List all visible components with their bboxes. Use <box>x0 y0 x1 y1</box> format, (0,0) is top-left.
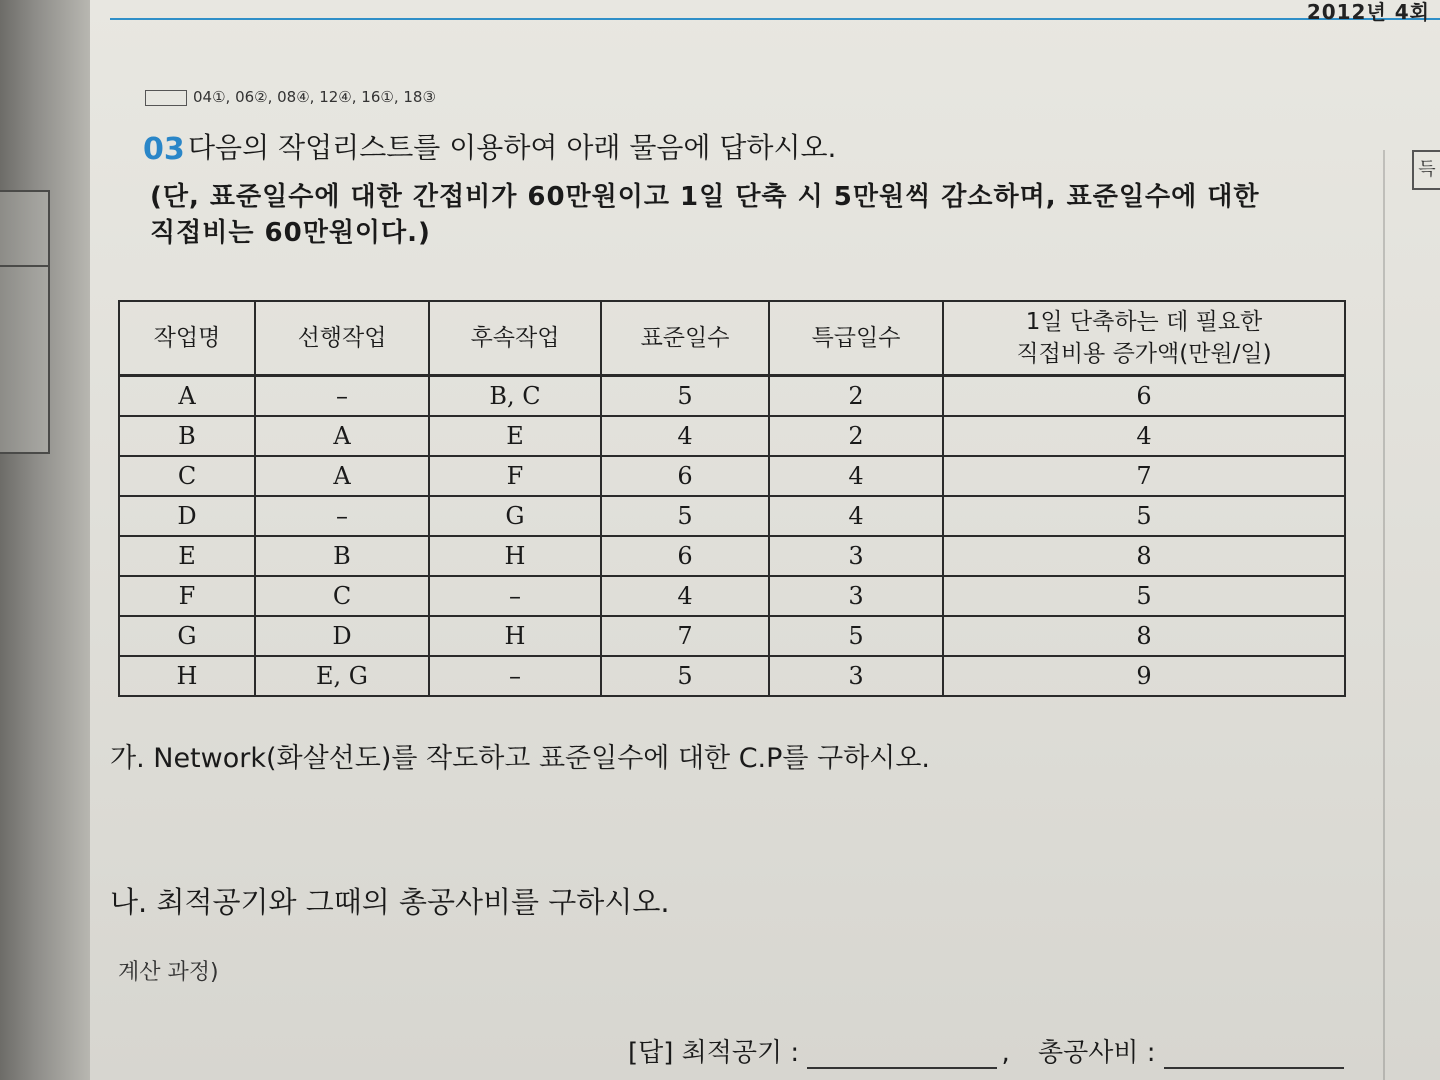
table-cell-post: E <box>429 416 601 456</box>
table-cell-cost: 8 <box>943 536 1345 576</box>
header-standard-days: 표준일수 <box>601 301 769 376</box>
table-cell-cost: 7 <box>943 456 1345 496</box>
table-cell-cost: 5 <box>943 576 1345 616</box>
table-cell-post: G <box>429 496 601 536</box>
task-list-table <box>118 300 1346 697</box>
answer-separator: , <box>1001 1038 1010 1068</box>
binding-line <box>0 265 48 267</box>
table-cell-name: C <box>119 456 255 496</box>
table-cell-std: 5 <box>601 496 769 536</box>
header-cost-increase <box>943 301 1345 376</box>
calculation-label: 계산 과정) <box>118 960 219 985</box>
table-cell-pre: – <box>255 496 429 536</box>
header-crash-days: 특급일수 <box>769 301 943 376</box>
year-label: 2012년 4회 <box>1306 0 1430 24</box>
table-cell-pre: D <box>255 616 429 656</box>
table-cell-name: E <box>119 536 255 576</box>
table-cell-pre: B <box>255 536 429 576</box>
table-cell-crash: 2 <box>769 416 943 456</box>
table-header-row <box>119 301 1345 376</box>
question-line-3: 직접비는 60만원이다.) <box>150 218 431 248</box>
table-cell-cost: 4 <box>943 416 1345 456</box>
table-cell-pre: A <box>255 416 429 456</box>
table-cell-crash: 3 <box>769 536 943 576</box>
question-number: 03 <box>143 132 185 167</box>
table-cell-crash: 4 <box>769 496 943 536</box>
table-cell-crash: 4 <box>769 456 943 496</box>
table-cell-cost: 6 <box>943 376 1345 417</box>
table-cell-crash: 2 <box>769 376 943 417</box>
table-cell-name: D <box>119 496 255 536</box>
question-tags <box>145 88 436 106</box>
subquestion-a: 가. Network(화살선도)를 작도하고 표준일수에 대한 C.P를 구하시오. <box>110 743 930 774</box>
table-row <box>119 416 1345 456</box>
table-cell-std: 6 <box>601 456 769 496</box>
table-row <box>119 456 1345 496</box>
answer-row <box>628 1032 1344 1069</box>
header-rule <box>110 18 1440 20</box>
header-task-name: 작업명 <box>119 301 255 376</box>
table-cell-std: 7 <box>601 616 769 656</box>
table-row <box>119 536 1345 576</box>
table-cell-post: – <box>429 576 601 616</box>
binding-box <box>0 190 50 454</box>
table-cell-std: 5 <box>601 656 769 696</box>
table-cell-name: G <box>119 616 255 656</box>
table-row <box>119 496 1345 536</box>
table-cell-std: 5 <box>601 376 769 417</box>
table-cell-crash: 5 <box>769 616 943 656</box>
table-cell-crash: 3 <box>769 576 943 616</box>
table-cell-cost: 8 <box>943 616 1345 656</box>
table-cell-name: B <box>119 416 255 456</box>
subquestion-b: 나. 최적공기와 그때의 총공사비를 구하시오. <box>110 885 670 919</box>
table-cell-name: A <box>119 376 255 417</box>
table-row <box>119 376 1345 417</box>
table-cell-pre: A <box>255 456 429 496</box>
table-cell-post: B, C <box>429 376 601 417</box>
table-cell-std: 6 <box>601 536 769 576</box>
table-row <box>119 576 1345 616</box>
header-cost-line-1: 1일 단축하는 데 필요한 <box>1025 309 1263 335</box>
header-cost-line-2: 직접비용 증가액(만원/일) <box>1016 341 1272 367</box>
answer-total-cost-label: 총공사비 : <box>1037 1038 1156 1068</box>
question-tag-text: 04①, 06②, 08④, 12④, 16①, 18③ <box>193 88 436 106</box>
book-binding <box>0 0 90 1080</box>
header-successor: 후속작업 <box>429 301 601 376</box>
table-cell-post: H <box>429 536 601 576</box>
table-row <box>119 656 1345 696</box>
answer-optimal-label: [답] 최적공기 : <box>628 1038 800 1068</box>
tag-box-icon <box>145 90 187 106</box>
total-cost-blank[interactable] <box>1164 1041 1344 1069</box>
table-row <box>119 616 1345 656</box>
question-line-2: (단, 표준일수에 대한 간접비가 60만원이고 1일 단축 시 5만원씩 감소하며, 표준일수에 대한 <box>150 182 1260 212</box>
table-cell-name: H <box>119 656 255 696</box>
table-cell-pre: E, G <box>255 656 429 696</box>
table-cell-cost: 9 <box>943 656 1345 696</box>
header-predecessor: 선행작업 <box>255 301 429 376</box>
right-margin-line <box>1383 150 1385 1080</box>
table-cell-post: – <box>429 656 601 696</box>
table-cell-crash: 3 <box>769 656 943 696</box>
question-line-1: 다음의 작업리스트를 이용하여 아래 물음에 답하시오. <box>188 131 837 164</box>
table-cell-pre: C <box>255 576 429 616</box>
right-edge-tab: 득 <box>1412 150 1440 190</box>
optimal-duration-blank[interactable] <box>807 1041 997 1069</box>
table-cell-post: H <box>429 616 601 656</box>
table-cell-cost: 5 <box>943 496 1345 536</box>
table-cell-std: 4 <box>601 576 769 616</box>
table-cell-std: 4 <box>601 416 769 456</box>
table-cell-name: F <box>119 576 255 616</box>
table-cell-post: F <box>429 456 601 496</box>
table-cell-pre: – <box>255 376 429 417</box>
